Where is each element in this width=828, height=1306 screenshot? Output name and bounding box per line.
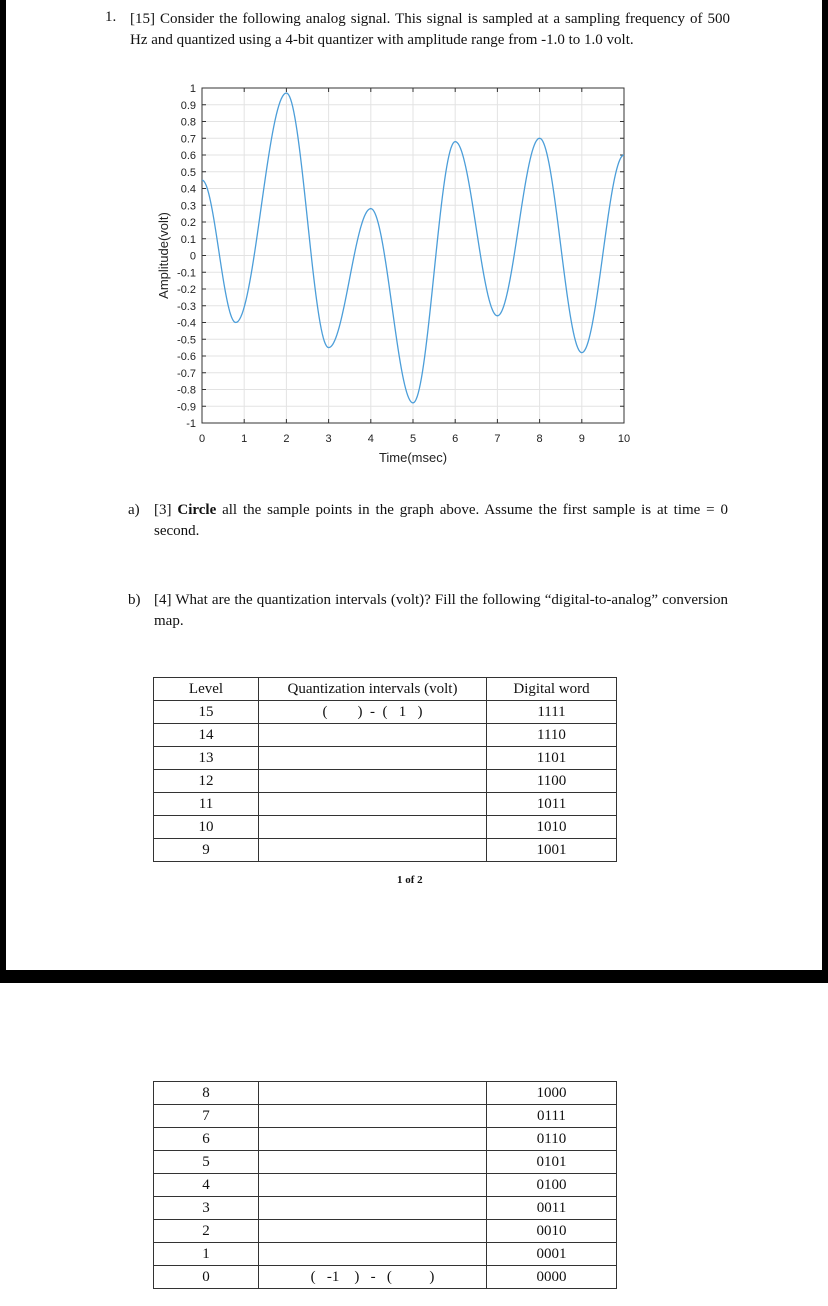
document-page-2 [0, 983, 828, 1306]
part-a-text [154, 500, 728, 542]
y-tick-label: -0.6 [177, 351, 196, 363]
y-tick-label: 0.5 [180, 166, 196, 179]
level-cell: 0 [154, 1266, 259, 1289]
level-cell: 13 [154, 747, 259, 770]
interval-cell[interactable]: ( -1 ) - ( ) [259, 1266, 487, 1289]
question-text: [15] Consider the following analog signal. This signal is sampled at a sampling frequency of 500 Hz and quantized using a 4-bit quantizer with amplitude range from -1.0 to 1.0 volt. [130, 11, 730, 48]
y-tick-label: -0.4 [177, 317, 196, 330]
table-row [154, 1128, 617, 1151]
header-level: Level [154, 678, 259, 701]
digital-word-cell: 1110 [487, 724, 617, 747]
interval-cell[interactable] [259, 1082, 487, 1105]
y-tick-label: 0.9 [180, 99, 196, 112]
level-cell: 14 [154, 724, 259, 747]
y-tick-label: -0.7 [177, 367, 196, 380]
x-tick-label: 7 [494, 433, 501, 445]
level-cell: 9 [154, 839, 259, 862]
chart-svg [6, 0, 822, 480]
y-tick-label: 0.6 [180, 150, 196, 162]
y-tick-label: 0.7 [180, 133, 196, 146]
table-row [154, 1243, 617, 1266]
table-row [154, 1197, 617, 1220]
part-a-points: [3] [154, 502, 178, 518]
y-tick-label: -0.9 [177, 401, 196, 414]
digital-word-cell: 0111 [487, 1105, 617, 1128]
part-a-label: a) [128, 502, 140, 518]
part-a-rest: all the sample points in the graph above. Assume the first sample is at time = 0 second. [154, 502, 728, 539]
y-tick-label: -0.3 [177, 300, 196, 313]
interval-cell[interactable] [259, 770, 487, 793]
table-row [154, 724, 617, 747]
part-a-bold-word: Circle [177, 502, 217, 518]
part-b-label: b) [128, 592, 141, 608]
y-tick-label: 0.3 [180, 200, 196, 213]
interval-cell[interactable] [259, 1105, 487, 1128]
digital-word-cell: 1111 [487, 701, 617, 724]
x-tick-label: 2 [283, 433, 290, 445]
y-tick-label: 0.2 [180, 217, 196, 229]
table-row [154, 839, 617, 862]
table-row [154, 770, 617, 793]
digital-word-cell: 0010 [487, 1220, 617, 1243]
x-tick-label: 6 [452, 433, 459, 445]
y-tick-label: 0.8 [180, 116, 196, 129]
page-number: 1 of 2 [397, 874, 423, 886]
x-tick-label: 4 [367, 433, 374, 445]
interval-cell[interactable]: ( ) - ( 1 ) [259, 701, 487, 724]
digital-word-cell: 0110 [487, 1128, 617, 1151]
level-cell: 3 [154, 1197, 259, 1220]
y-tick-label: 0.1 [180, 233, 196, 246]
part-b [128, 590, 728, 634]
x-tick-label: 1 [241, 433, 248, 445]
level-cell: 7 [154, 1105, 259, 1128]
y-tick-label: -0.8 [177, 384, 196, 397]
x-tick-label: 5 [409, 433, 417, 445]
x-tick-label: 10 [617, 433, 631, 445]
table-row [154, 747, 617, 770]
level-cell: 5 [154, 1151, 259, 1174]
signal-chart [6, 0, 822, 485]
digital-word-cell: 1011 [487, 793, 617, 816]
digital-word-cell: 1010 [487, 816, 617, 839]
level-cell: 10 [154, 816, 259, 839]
digital-word-cell: 1100 [487, 770, 617, 793]
level-cell: 6 [154, 1128, 259, 1151]
table-header-row [154, 678, 617, 701]
y-tick-label: 0 [189, 250, 196, 263]
interval-cell[interactable] [259, 724, 487, 747]
document-page-1 [6, 0, 822, 970]
header-digital-word: Digital word [487, 678, 617, 701]
interval-cell[interactable] [259, 1174, 487, 1197]
level-cell: 8 [154, 1082, 259, 1105]
table-row [154, 1082, 617, 1105]
y-axis-label: Amplitude(volt) [156, 212, 171, 299]
interval-cell[interactable] [259, 793, 487, 816]
interval-cell[interactable] [259, 1128, 487, 1151]
table-row [154, 816, 617, 839]
table-row [154, 793, 617, 816]
interval-cell[interactable] [259, 839, 487, 862]
header-intervals: Quantization intervals (volt) [259, 678, 487, 701]
quantization-table-part1 [153, 677, 617, 862]
y-tick-label: -0.1 [177, 267, 196, 280]
digital-word-cell: 0011 [487, 1197, 617, 1220]
x-tick-label: 8 [536, 433, 543, 445]
digital-word-cell: 1101 [487, 747, 617, 770]
x-axis-label: Time(msec) [378, 450, 448, 465]
table-row [154, 701, 617, 724]
interval-cell[interactable] [259, 1243, 487, 1266]
x-tick-label: 3 [325, 433, 332, 445]
y-tick-label: 0.4 [180, 183, 196, 196]
part-a [128, 500, 728, 544]
digital-word-cell: 0001 [487, 1243, 617, 1266]
level-cell: 4 [154, 1174, 259, 1197]
table-row [154, 1105, 617, 1128]
level-cell: 15 [154, 701, 259, 724]
interval-cell[interactable] [259, 1220, 487, 1243]
table-row [154, 1220, 617, 1243]
y-tick-label: 1 [189, 83, 196, 95]
quantization-table-part2 [153, 1081, 617, 1289]
level-cell: 11 [154, 793, 259, 816]
digital-word-cell: 1000 [487, 1082, 617, 1105]
interval-cell[interactable] [259, 816, 487, 839]
level-cell: 2 [154, 1220, 259, 1243]
interval-cell[interactable] [259, 1197, 487, 1220]
table-row [154, 1151, 617, 1174]
table-row [154, 1174, 617, 1197]
x-tick-label: 9 [578, 433, 585, 445]
table-row [154, 1266, 617, 1289]
digital-word-cell: 0101 [487, 1151, 617, 1174]
digital-word-cell: 0100 [487, 1174, 617, 1197]
part-b-text: [4] What are the quantization intervals (volt)? Fill the following “digital-to-analog” conversion map. [154, 592, 728, 629]
level-cell: 12 [154, 770, 259, 793]
digital-word-cell: 1001 [487, 839, 617, 862]
x-tick-label: 0 [198, 433, 206, 445]
y-tick-label: -0.2 [177, 284, 196, 296]
level-cell: 1 [154, 1243, 259, 1266]
y-tick-label: -1 [186, 418, 196, 430]
interval-cell[interactable] [259, 747, 487, 770]
question-number: 1. [105, 9, 117, 25]
interval-cell[interactable] [259, 1151, 487, 1174]
y-tick-label: -0.5 [177, 334, 196, 347]
digital-word-cell: 0000 [487, 1266, 617, 1289]
